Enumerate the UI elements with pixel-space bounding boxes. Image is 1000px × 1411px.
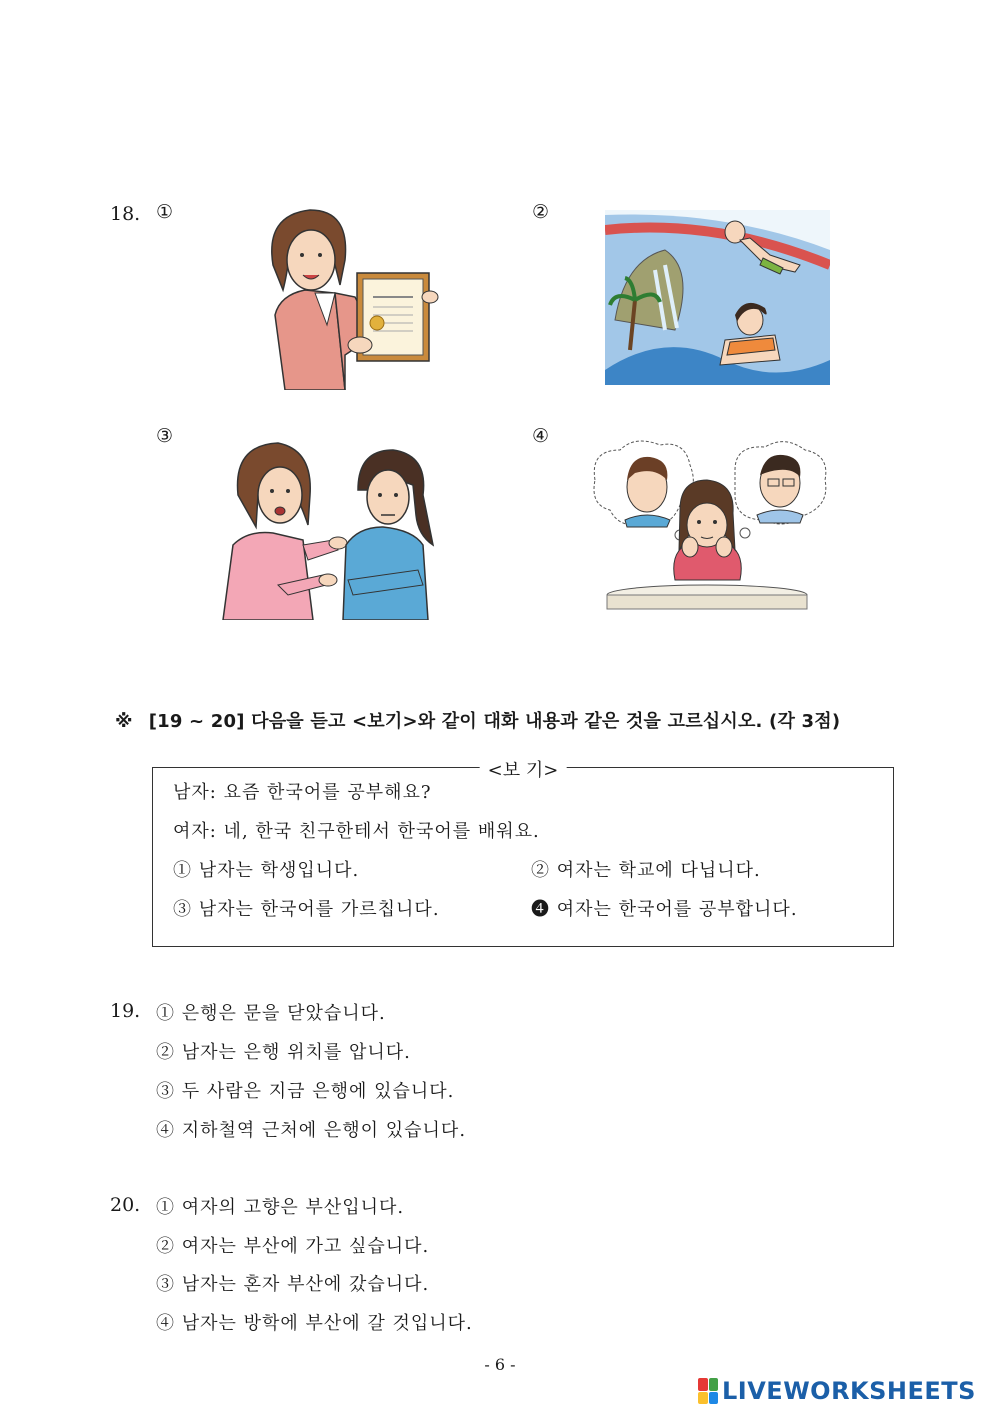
example-box-title: <보 기>: [480, 756, 567, 782]
illustration-woman-certificate: [245, 205, 445, 390]
q18-mark-3[interactable]: ③: [156, 425, 174, 447]
q18-mark-4[interactable]: ④: [532, 425, 550, 447]
page-number: - 6 -: [484, 1355, 516, 1374]
example-box: [152, 760, 894, 947]
q20-option-1[interactable]: ① 여자의 고향은 부산입니다.: [156, 1197, 405, 1218]
q19-option-3[interactable]: ③ 두 사람은 지금 은행에 있습니다.: [156, 1081, 455, 1102]
reference-mark: ※: [115, 711, 133, 732]
example-dialogue-line: 남자: 요즘 한국어를 공부해요?: [173, 782, 432, 803]
example-option-4-answer: ❹ 여자는 한국어를 공부합니다.: [531, 899, 798, 920]
q19-option-2[interactable]: ② 남자는 은행 위치를 압니다.: [156, 1042, 411, 1063]
q20-option-2[interactable]: ② 여자는 부산에 가고 싶습니다.: [156, 1236, 430, 1257]
q20-option-4[interactable]: ④ 남자는 방학에 부산에 갈 것입니다.: [156, 1313, 473, 1334]
q19-option-4[interactable]: ④ 지하철역 근처에 은행이 있습니다.: [156, 1120, 467, 1141]
illustration-woman-thinking: [585, 435, 830, 615]
example-option-3: ③ 남자는 한국어를 가르칩니다.: [173, 899, 440, 920]
example-option-1: ① 남자는 학생입니다.: [173, 860, 360, 881]
question-20-number: 20.: [110, 1194, 141, 1216]
example-option-2: ② 여자는 학교에 다닙니다.: [531, 860, 761, 881]
illustration-water-slide: [605, 210, 830, 385]
q20-option-3[interactable]: ③ 남자는 혼자 부산에 갔습니다.: [156, 1274, 430, 1295]
q19-option-1[interactable]: ① 은행은 문을 닫았습니다.: [156, 1003, 386, 1024]
q18-mark-2[interactable]: ②: [532, 201, 550, 223]
liveworksheets-logo-icon: [698, 1378, 718, 1404]
instruction-text: [19 ~ 20] 다음을 듣고 <보기>와 같이 대화 내용과 같은 것을 고르십시오. (각 3점): [148, 711, 841, 732]
section-instruction: [115, 707, 840, 733]
question-18-number: 18.: [110, 203, 141, 225]
q18-mark-1[interactable]: ①: [156, 201, 174, 223]
question-19-number: 19.: [110, 1000, 141, 1022]
liveworksheets-text: LIVEWORKSHEETS: [722, 1377, 976, 1405]
example-dialogue-line: 여자: 네, 한국 친구한테서 한국어를 배워요.: [173, 821, 540, 842]
illustration-two-women-arguing: [218, 435, 448, 620]
liveworksheets-watermark: [698, 1377, 976, 1405]
